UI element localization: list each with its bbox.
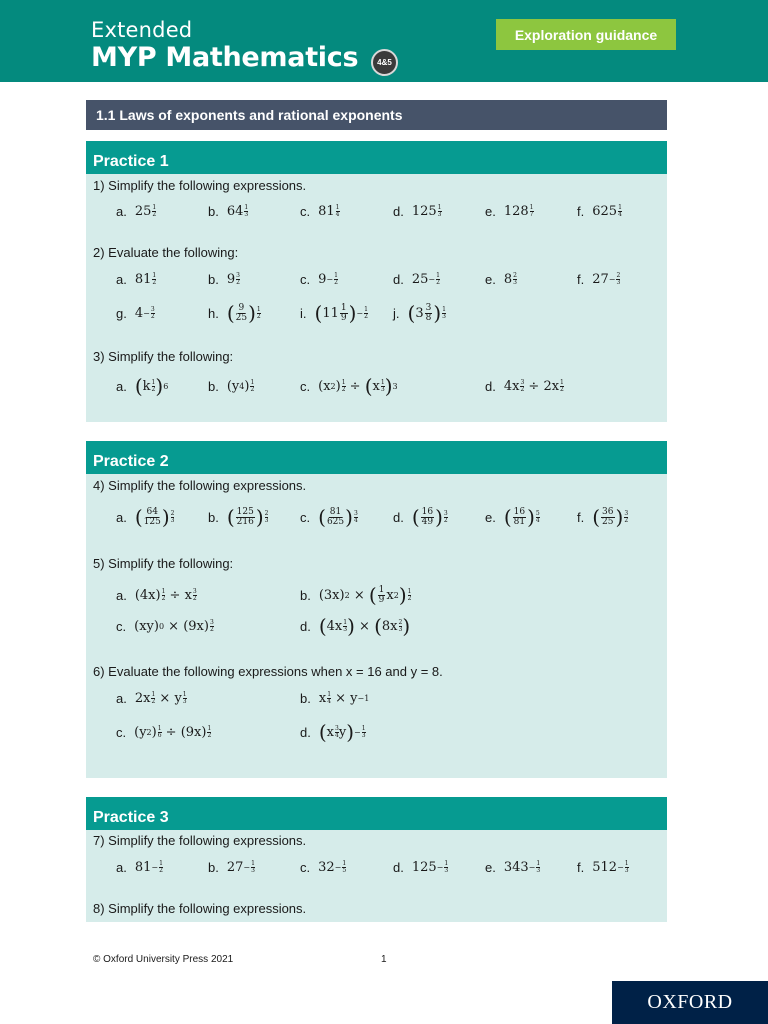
copyright-text: © Oxford University Press 2021 xyxy=(93,954,234,965)
q4-item-a: a. ( 64 125 ) 2 3 xyxy=(116,505,175,529)
q7-item-c: c. 32 − $\frac{1}{5}$ xyxy=(300,859,347,875)
q6-item-a: a. 2x 1 2 × y 1 3 xyxy=(116,690,187,706)
q6b-expression: x 1 4 × y −1 xyxy=(318,690,370,706)
q1-item-f: f. 625 1 4 xyxy=(577,203,622,219)
q4b-expression: ( 125 216 ) 2 3 xyxy=(226,505,269,529)
q2-item-c: c. 9 − $\frac{1}{2}$ xyxy=(300,271,338,287)
q2-item-g: g. 4 − $\frac{3}{2}$ xyxy=(116,305,155,321)
q7b-expression: 27 − $\frac{1}{3}$ xyxy=(226,859,255,875)
practice-1-title: Practice 1 xyxy=(86,141,667,174)
q1b-expression: 64 1 3 xyxy=(226,203,249,219)
q7-item-a: a. 81 − $\frac{1}{2}$ xyxy=(116,859,163,875)
q4-item-b: b. ( 125 216 ) 2 3 xyxy=(208,505,269,529)
q5a-expression: (4x) 1 2 ÷ x 3 2 xyxy=(134,587,197,603)
q2-item-d: d. 25 − $\frac{1}{2}$ xyxy=(393,271,440,287)
q7c-expression: 32 − $\frac{1}{5}$ xyxy=(318,859,347,875)
q2-item-a: a. 81 1 2 xyxy=(116,271,157,287)
q4-item-f: f. ( 36 25 ) 3 2 xyxy=(577,505,629,529)
q2-item-e: e. 8 2 3 xyxy=(485,271,517,287)
q4-item-c: c. ( 81 625 ) 3 4 xyxy=(300,505,358,529)
q5b-expression: (3x) 2 × ( 1 9 x 2 ) 1 2 xyxy=(318,583,412,607)
q1-item-e: e. 128 1 7 xyxy=(485,203,534,219)
q2f-expression: 27 − $\frac{2}{3}$ xyxy=(592,271,621,287)
q1-item-a: a. 25 1 2 xyxy=(116,203,157,219)
q4c-expression: ( 81 625 ) 3 4 xyxy=(318,505,358,529)
q7-item-b: b. 27 − $\frac{1}{3}$ xyxy=(208,859,255,875)
q1e-expression: 128 1 7 xyxy=(503,203,534,219)
q7a-expression: 81 − $\frac{1}{2}$ xyxy=(134,859,163,875)
q2-item-h: h. ( 9 25 ) 1 2 xyxy=(208,301,261,325)
q6d-expression: ( x 3 4 y ) − $\frac{1}{3}$ xyxy=(318,720,366,744)
q4-item-d: d. ( 16 49 ) 3 2 xyxy=(393,505,448,529)
q1-item-b: b. 64 1 3 xyxy=(208,203,249,219)
q5c-expression: (xy) 0 × (9x) 3 2 xyxy=(134,618,214,634)
q2d-expression: 25 − $\frac{1}{2}$ xyxy=(411,271,440,287)
exploration-guidance-button[interactable]: Exploration guidance xyxy=(496,19,676,50)
q4-item-e: e. ( 16 81 ) 5 4 xyxy=(485,505,540,529)
q3b-expression: (y 4 ) 1 2 xyxy=(226,378,255,394)
q2g-expression: 4 − $\frac{3}{2}$ xyxy=(134,305,155,321)
q1a-expression: 25 1 2 xyxy=(134,203,157,219)
q6a-expression: 2x 1 2 × y 1 3 xyxy=(134,690,187,706)
q5-item-b: b. (3x) 2 × ( 1 9 x 2 ) 1 2 xyxy=(300,583,412,607)
q2j-expression: ( 3 3 8 ) 1 3 xyxy=(407,301,446,325)
q2i-expression: ( 11 1 9 ) − $\frac{1}{2}$ xyxy=(314,301,368,325)
q2b-expression: 9 3 2 xyxy=(226,271,240,287)
q2c-expression: 9 − $\frac{1}{2}$ xyxy=(318,271,338,287)
q6-item-d: d. ( x 3 4 y ) − $\frac{1}{3}$ xyxy=(300,720,366,744)
page-number: 1 xyxy=(381,954,387,965)
question-4: 4) Simplify the following expressions. xyxy=(93,478,307,493)
q5d-expression: ( 4x 1 3 ) × ( 8x 2 3 ) xyxy=(318,614,411,638)
question-5: 5) Simplify the following: xyxy=(93,556,234,571)
question-2: 2) Evaluate the following: xyxy=(93,245,239,260)
q7f-expression: 512 − $\frac{1}{3}$ xyxy=(592,859,629,875)
section-title: 1.1 Laws of exponents and rational exponents xyxy=(86,100,667,130)
q3-item-d: d. 4x 3 2 ÷ 2x 1 2 xyxy=(485,378,564,394)
q6c-expression: (y 2 ) 1 6 ÷ (9x) 1 2 xyxy=(134,724,212,740)
q1f-expression: 625 1 4 xyxy=(592,203,622,219)
question-3: 3) Simplify the following: xyxy=(93,349,234,364)
q5-item-d: d. ( 4x 1 3 ) × ( 8x 2 3 ) xyxy=(300,614,411,638)
practice-3-title: Practice 3 xyxy=(86,797,667,830)
q2a-expression: 81 1 2 xyxy=(134,271,157,287)
q4d-expression: ( 16 49 ) 3 2 xyxy=(411,505,448,529)
q4e-expression: ( 16 81 ) 5 4 xyxy=(503,505,540,529)
q2-item-b: b. 9 3 2 xyxy=(208,271,240,287)
question-7: 7) Simplify the following expressions. xyxy=(93,833,307,848)
q7-item-e: e. 343 − $\frac{1}{3}$ xyxy=(485,859,541,875)
q6-item-b: b. x 1 4 × y −1 xyxy=(300,690,370,706)
level-badge: 4&5 xyxy=(371,49,398,76)
question-6: 6) Evaluate the following expressions when x = 16 and y = 8. xyxy=(93,664,443,679)
q7-item-d: d. 125 − $\frac{1}{3}$ xyxy=(393,859,449,875)
q2-item-i: i. ( 11 1 9 ) − $\frac{1}{2}$ xyxy=(300,301,368,325)
brand-line1: Extended xyxy=(91,18,193,42)
q3-item-a: a. ( k 1 2 ) 6 xyxy=(116,374,169,398)
q7e-expression: 343 − $\frac{1}{3}$ xyxy=(503,859,541,875)
q2-item-j: j. ( 3 3 8 ) 1 3 xyxy=(393,301,446,325)
q5-item-c: c. (xy) 0 × (9x) 3 2 xyxy=(116,618,214,634)
question-1: 1) Simplify the following expressions. xyxy=(93,178,307,193)
q2-item-f: f. 27 − $\frac{2}{3}$ xyxy=(577,271,621,287)
q4f-expression: ( 36 25 ) 3 2 xyxy=(592,505,629,529)
q3c-expression: (x 2 ) 1 2 ÷ ( x 1 3 ) 3 xyxy=(318,374,398,398)
q3-item-b: b. (y 4 ) 1 2 xyxy=(208,378,255,394)
q2e-expression: 8 2 3 xyxy=(503,271,517,287)
q2h-expression: ( 9 25 ) 1 2 xyxy=(226,301,261,325)
oxford-logo: OXFORD xyxy=(612,981,768,1024)
practice-2-title: Practice 2 xyxy=(86,441,667,474)
brand-title: MYP Mathematics xyxy=(91,42,359,73)
q7d-expression: 125 − $\frac{1}{3}$ xyxy=(411,859,449,875)
q3-item-c: c. (x 2 ) 1 2 ÷ ( x 1 3 ) 3 xyxy=(300,374,398,398)
q1c-expression: 81 1 4 xyxy=(318,203,340,219)
q3d-expression: 4x 3 2 ÷ 2x 1 2 xyxy=(503,378,564,394)
q1-item-c: c. 81 1 4 xyxy=(300,203,340,219)
q3a-expression: ( k 1 2 ) 6 xyxy=(134,374,169,398)
q1d-expression: 125 1 3 xyxy=(411,203,442,219)
q1-item-d: d. 125 1 3 xyxy=(393,203,442,219)
q6-item-c: c. (y 2 ) 1 6 ÷ (9x) 1 2 xyxy=(116,724,212,740)
q5-item-a: a. (4x) 1 2 ÷ x 3 2 xyxy=(116,587,197,603)
q7-item-f: f. 512 − $\frac{1}{3}$ xyxy=(577,859,629,875)
question-8: 8) Simplify the following expressions. xyxy=(93,901,307,916)
q4a-expression: ( 64 125 ) 2 3 xyxy=(134,505,175,529)
